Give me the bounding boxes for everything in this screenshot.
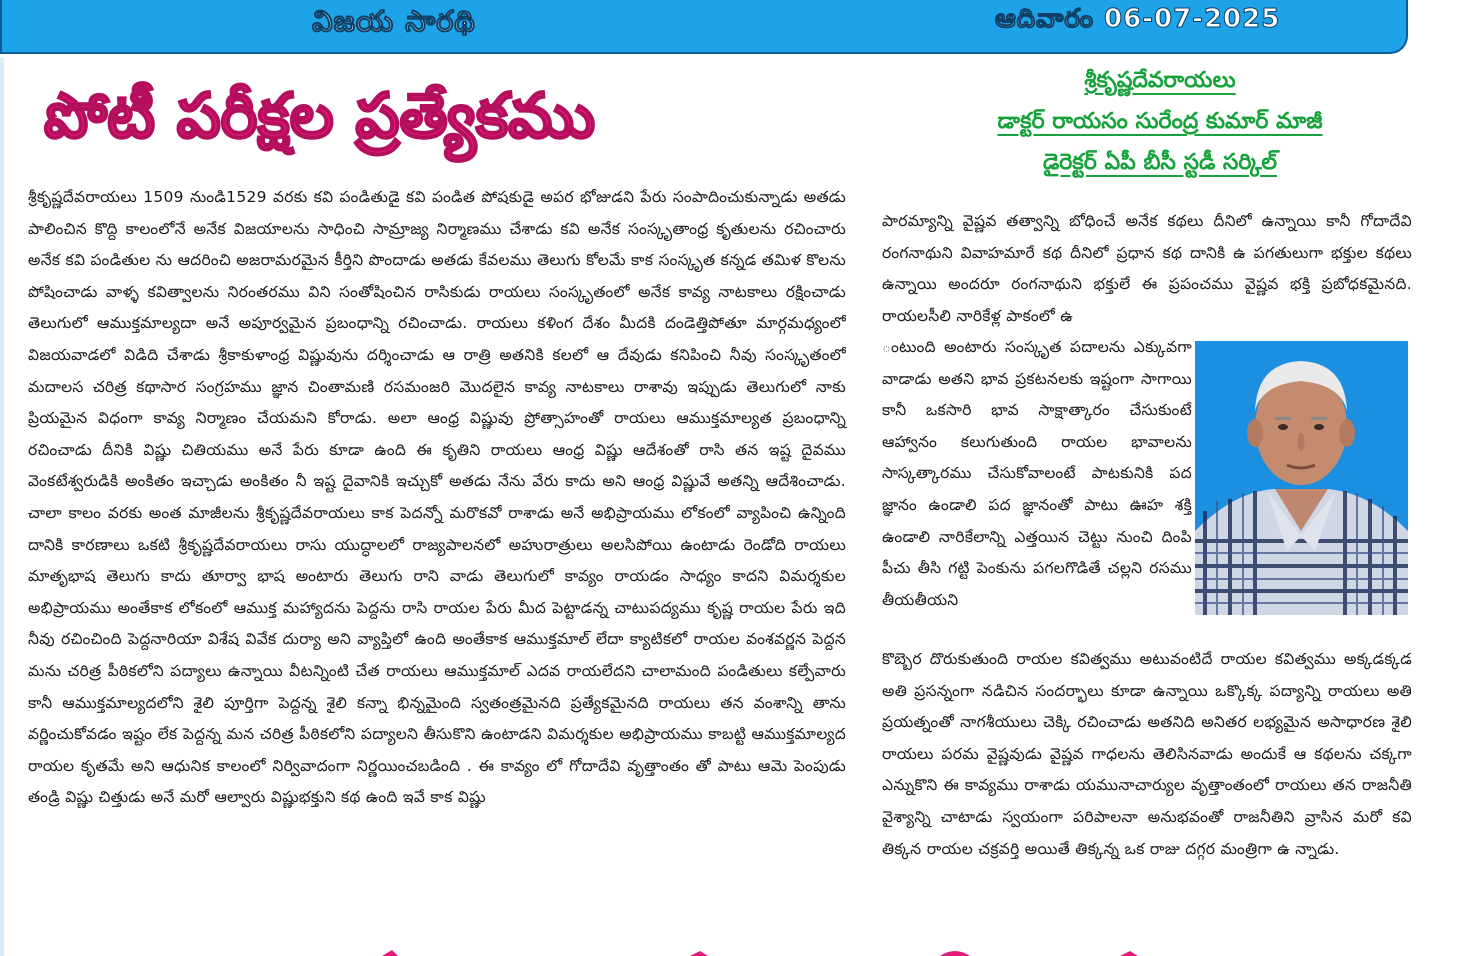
partial-mark-2 [690, 951, 708, 956]
author-byline [880, 60, 1440, 183]
portrait-icon [1195, 341, 1408, 615]
masthead-bar [0, 0, 1408, 54]
article-right-column-bottom: కొబ్బెర దొరుకుతుంది రాయల కవిత్వము అటువంటిదే రాయల కవిత్వము అక్కడక్కడ అతి ప్రసన్నంగా నడిచిన సందర్భాలు కూడా ఉన్నాయి ఒక్కొక్క పద్యాన్ని రాయలు అతి ప్రయత్నంతో నాగశీయులు చెక్కి రచించాడు అతనిది అనితర లభ్యమైన అసాధారణ శైలి రాయలు పరమ వైష్ణవుడు వైష్ణవ గాధలను తెలిసినవాడు అందుకే ఆ కథలను చక్కగా ఎన్నుకొని ఈ కావ్యము రాశాడు యమునాచార్యుల వృత్తాంతంలో రాయలు తన రాజనీతి వైశ్యాన్ని చాటాడు స్వయంగా పరిపాలనా అనుభవంతో రాజనీతిని వ్రాసిన మరో కవి తిక్కన రాయల చక్రవర్తి అయితే తిక్కన్న ఒక రాజు దగ్గర మంత్రిగా ఉ న్నాడు. [882, 650, 1412, 858]
author-designation: డైరెక్టర్ ఏపీ బీసీ స్టడీ సర్కిల్ [1042, 150, 1277, 175]
page-headline: పోటీ పరీక్షల ప్రత్యేకము [44, 79, 596, 152]
article-right-column-top: పారమ్యాన్ని వైష్ణవ తత్వాన్ని బోధించే అనేక కథలు దీనిలో ఉన్నాయి కానీ గోదాదేవి రంగనాథుని వివాహమారే కథ దీనిలో ప్రధాన కథ దానికి ఉ పగతులుగా భక్తుల కథలు ఉన్నాయి అందరూ రంగనాథుని భక్తులే ఈ ప్రపంచము వైష్ణవ భక్తి ప్రబోధకమైనది. రాయలసీలి నారికేళ్ల పాకంలో ఉ [882, 212, 1412, 325]
newspaper-name: విజయ సారథి [312, 4, 476, 38]
partial-mark-4 [1120, 951, 1138, 956]
issue-date: ఆదివారం 06-07-2025 [995, 4, 1281, 34]
article-right-column-wrap: ంటుంది అంటారు సంస్కృత పదాలను ఎక్కువగా వాడాడు అతని భావ ప్రకటనలకు ఇష్టంగా సాగాయి కానీ ఒకసారి భావ సాక్షాత్కారం చేసుకుంటే ఆహ్వానం కలుగుతుంది రాయల భావాలను సాస్కత్కారము చేసుకోవాలంటే పాటకునికి పద జ్ఞానం ఉండాలి పద జ్ఞానంతో పాటు ఊహ శక్తి ఉండాలి నారికేలాన్ని ఎత్తయిన చెట్టు నుంచి దింపి పీచు తీసి గట్టి పెంకును పగలగొడితే చల్లని రసము తీయతీయని [882, 338, 1192, 609]
author-portrait-photo [1195, 341, 1408, 615]
author-name: డాక్టర్ రాయసం సురేంద్ర కుమార్ మాజీ [997, 109, 1323, 134]
next-article-partial-marks [0, 946, 1473, 956]
partial-mark-3 [940, 951, 970, 956]
page-margin-rule [0, 58, 4, 956]
partial-mark-1 [382, 950, 398, 956]
article-subject: శ్రీకృష్ణదేవరాయలు [1084, 68, 1236, 93]
article-left-column: శ్రీకృష్ణదేవరాయలు 1509 నుండి1529 వరకు కవి పండితుడై కవి పండిత పోషకుడై అపర భోజుడని పేరు సంపాదించుకున్నాడు అతడు పాలించిన కొద్ది కాలంలోనే అనేక విజయాలను సాధించి సామ్రాజ్య నిర్మాణము చేశాడు కవి అనేక సంస్కృతాంధ్ర కృతులను రచించారు అనేక కవి పండితుల ను ఆదరించి అజరామరమైన కీర్తిని పొందాడు అతడు కేవలము తెలుగు కోలమే కాక సంస్కృత కన్నడ తమిళ కొలను పోషించాడు వాళ్ళ కవిత్వాలను నిరంతరము విని సంతోషించిన రాసికుడు రాయలు సంస్కృతంలో అనేక కావ్య నాటకాలు రక్షించాడు తెలుగులో ఆముక్తమాల్యదా అనే అపూర్వమైన ప్రబంధాన్ని రచించాడు. రాయలు కళింగ దేశం మీదకి దండెత్తిపోతూ మార్గమధ్యంలో విజయవాడలో విడిది చేశాడు శ్రీకాకుళాంధ్ర విష్ణువును దర్శించాడు ఆ రాత్రి అతనికి కలలో ఆ దేవుడు కనిపించి నీవు సంస్కృతంలో మదాలస చరిత్ర కథాసార సంగ్రహము జ్ఞాన చింతామణి రసమంజరి మొదలైన కావ్య నాటకాలు రాశావు ఇప్పుడు తెలుగులో నాకు ప్రియమైన విధంగా కావ్య నిర్మాణం చేయమని కోరాడు. అలా ఆంధ్ర విష్ణువు ప్రోత్సాహంతో రాయలు ఆముక్తమాల్యత ప్రబంధాన్ని రచించాడు దీనికి విష్ణు చితియము అనే పేరు కూడా ఉంది ఈ కృతిని రాయలు ఆంధ్ర విష్ణు ఆదేశంతో రాసి తన ఇష్ట దైవము వెంకటేశ్వరుడికి అంకితం ఇచ్చాడు అంకితం నీ ఇష్ట దైవానికి ఇచ్చుకో అతడు నేను వేరు కాదు అని ఆంధ్ర విష్ణువే అతన్ని ఆదేశించాడు. చాలా కాలం వరకు అంత మాజీలను శ్రీకృష్ణదేవరాయలు కాక పెదన్నో మరొకవో రాశాడు అనే అభిప్రాయము లోకంలో వ్యాపించి ఉన్నింది దానికి కారణాలు ఒకటి శ్రీకృష్ణదేవరాయలు రాసు యుద్ధాలలో రాజ్యపాలనలో అహురాత్రులు అలసిపోయి ఉంటాడు రెండోది రాయలు మాతృభాష తెలుగు కాదు తూర్వా భాష అంటారు తెలుగు రాని వాడు తెలుగులో కావ్యం రాయడం సాధ్యం కాదని విమర్శకుల అభిప్రాయము అంతేకాక లోకంలో ఆముక్త మహ్యాదను పెద్దను రాసి రాయల పేరు మీద పెట్టాడన్న చాటుపద్యము కృష్ణ రాయల పేరు ఇది నీవు రచించింది పెద్దనారియా విశేష వివేక దుర్యా అని వ్యాప్తిలో ఉంది అంతేకాక ఆముక్తమాల్ లేదా క్యాటికలో రాయల వంశవర్ణన పెద్దన మను చరిత్ర పీఠికలోని పద్యాలు ఉన్నాయి వీటన్నింటి చేత రాయలు ఆముక్తమాల్ ఎదవ రాయలేదని చాలామంది పండితులు కల్పేవారు కానీ ఆముక్తమాల్యదలోని శైలి పూర్తిగా పెద్దన్న శైలి కన్నా భిన్నమైంది స్వతంత్రమైనది ప్రత్యేకమైనది రాయలు తన వంశాన్ని తాను వర్ణించుకోవడం ఇష్టం లేక పెద్దన్న మన చరిత్ర పీఠికలోని పద్యాలని తీసుకొని ఉంటాడని విమర్శకుల అభిప్రాయము కాబట్టి ఆముక్తమాల్యద రాయల కృతమే అని ఆధునిక కాలంలో నిర్వివాదంగా నిర్ణయించబడింది . ఈ కావ్యం లో గోదాదేవి వృత్తాంతం తో పాటు ఆమె పెంపుడు తండ్రి విష్ణు చిత్తుడు అనే మరో ఆల్వారు విష్ణుభక్తుని కథ ఉంది ఇవే కాక విష్ణు [28, 188, 846, 807]
